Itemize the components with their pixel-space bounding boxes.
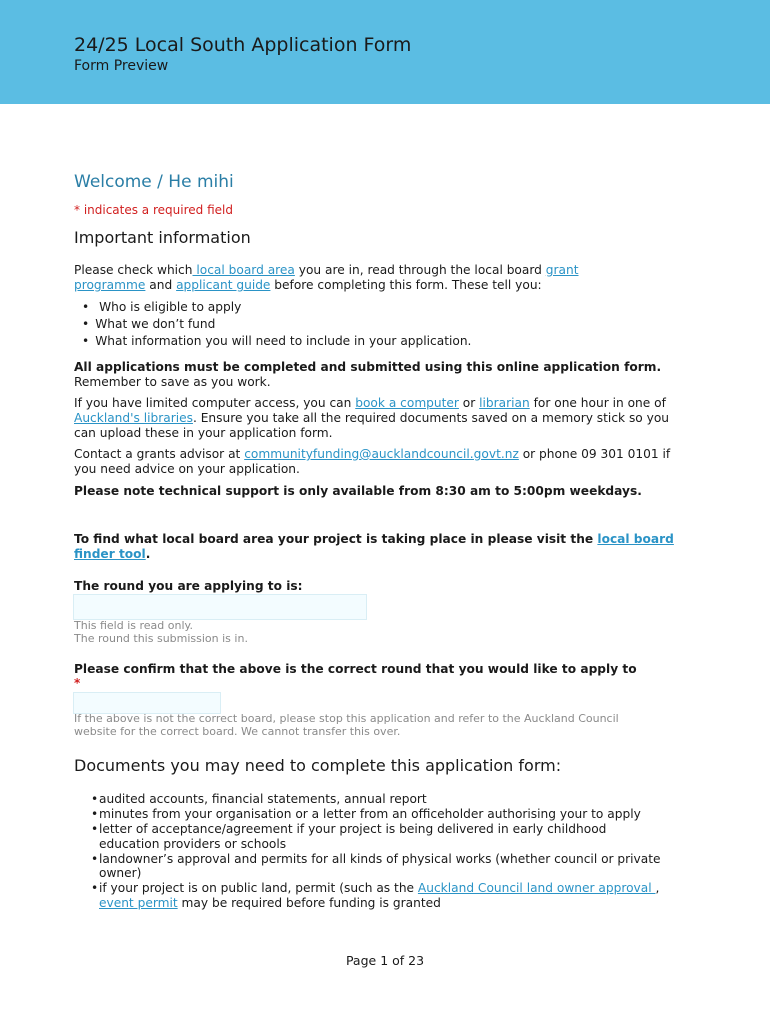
list-item: • What information you will need to include in your application.	[88, 333, 471, 350]
librarian-link[interactable]: librarian	[479, 396, 530, 410]
list-item: • letter of acceptance/agreement if your project is being delivered in early childhood education providers or schools	[92, 822, 662, 851]
computer-text-2: or	[458, 396, 480, 410]
computer-text-4: . Ensure you take all the required documents saved on a memory stick so you can upload these in your application form.	[74, 411, 670, 440]
confirm-round-label: Please confirm that the above is the correct round that you would like to apply to	[74, 662, 637, 676]
board-finder-text-1: To find what local board area your project is taking place in please visit the	[74, 532, 598, 546]
intro-bullet-list	[88, 299, 471, 350]
welcome-heading: Welcome / He mihi	[74, 172, 234, 192]
online-submission-note	[74, 360, 684, 390]
programme-link[interactable]: programme	[74, 278, 146, 292]
required-asterisk: *	[74, 676, 81, 690]
local-board-area-link[interactable]: local board area	[192, 263, 295, 277]
docs-last-text-3: may be required before funding is granted	[177, 895, 441, 910]
intro-text-1: Please check which	[74, 263, 193, 277]
intro-text-2: you are in, read through the local board	[294, 263, 546, 277]
online-note-rest: Remember to save as you work.	[74, 375, 271, 389]
online-note-bold: All applications must be completed and submitted using this online application form.	[74, 360, 662, 374]
round-input[interactable]	[73, 594, 367, 620]
round-help-line: This field is read only.	[74, 619, 193, 632]
computer-text-1: If you have limited computer access, you can	[74, 396, 356, 410]
form-header	[0, 0, 770, 104]
page-indicator: Page 1 of 23	[345, 953, 425, 968]
contact-text-1: Contact a grants advisor at	[74, 447, 245, 461]
intro-paragraph	[74, 263, 684, 293]
book-computer-link[interactable]: book a computer	[355, 396, 459, 410]
list-item: • Who is eligible to apply	[88, 299, 471, 316]
form-title: 24/25 Local South Application Form	[74, 34, 412, 56]
land-owner-approval-link[interactable]: Auckland Council land owner approval	[417, 881, 656, 895]
computer-access-paragraph	[74, 396, 684, 441]
event-permit-link[interactable]: event permit	[99, 895, 178, 910]
intro-text-3: and	[145, 278, 177, 292]
confirm-round-input[interactable]	[73, 692, 221, 714]
round-help-line: The round this submission is in.	[74, 632, 248, 645]
list-item: • minutes from your organisation or a letter from an officeholder authorising your to apply	[92, 807, 662, 822]
contact-text-2: or phone 09 301 0101 if you need advice on your application.	[74, 447, 671, 476]
contact-paragraph	[74, 447, 684, 477]
list-item	[92, 881, 662, 910]
board-finder-text-2: .	[145, 547, 151, 561]
important-info-heading: Important information	[74, 228, 251, 247]
docs-last-text-1: if your project is on public land, permit (such as the	[99, 881, 418, 895]
list-item: • audited accounts, financial statements, annual report	[92, 792, 662, 807]
email-link[interactable]: communityfunding@aucklandcouncil.govt.nz	[244, 447, 519, 461]
confirm-help-text: If the above is not the correct board, please stop this application and refer to the Auckland Council website for the correct board. We cannot transfer this over.	[74, 712, 619, 738]
board-finder-link[interactable]: local board finder tool	[74, 532, 674, 561]
list-item: • landowner’s approval and permits for all kinds of physical works (whether council or private owner)	[92, 852, 662, 881]
documents-bullet-list	[92, 792, 662, 911]
documents-heading: Documents you may need to complete this application form:	[74, 756, 562, 775]
applicant-guide-link[interactable]: applicant guide	[176, 278, 271, 292]
computer-text-3: for one hour in one of	[529, 396, 666, 410]
intro-text-4: before completing this form. These tell you:	[270, 278, 542, 292]
tech-support-note: Please note technical support is only available from 8:30 am to 5:00pm weekdays.	[74, 484, 642, 498]
list-item: • What we don’t fund	[88, 316, 471, 333]
round-help-text	[74, 619, 674, 645]
board-finder-paragraph	[74, 532, 674, 562]
docs-last-text-2: ,	[655, 881, 660, 895]
round-field-label: The round you are applying to is:	[74, 579, 303, 593]
required-field-note: * indicates a required field	[74, 203, 233, 217]
libraries-link[interactable]: Auckland's libraries	[74, 411, 193, 425]
form-subtitle: Form Preview	[74, 58, 169, 74]
grant-link[interactable]: grant	[545, 263, 579, 277]
